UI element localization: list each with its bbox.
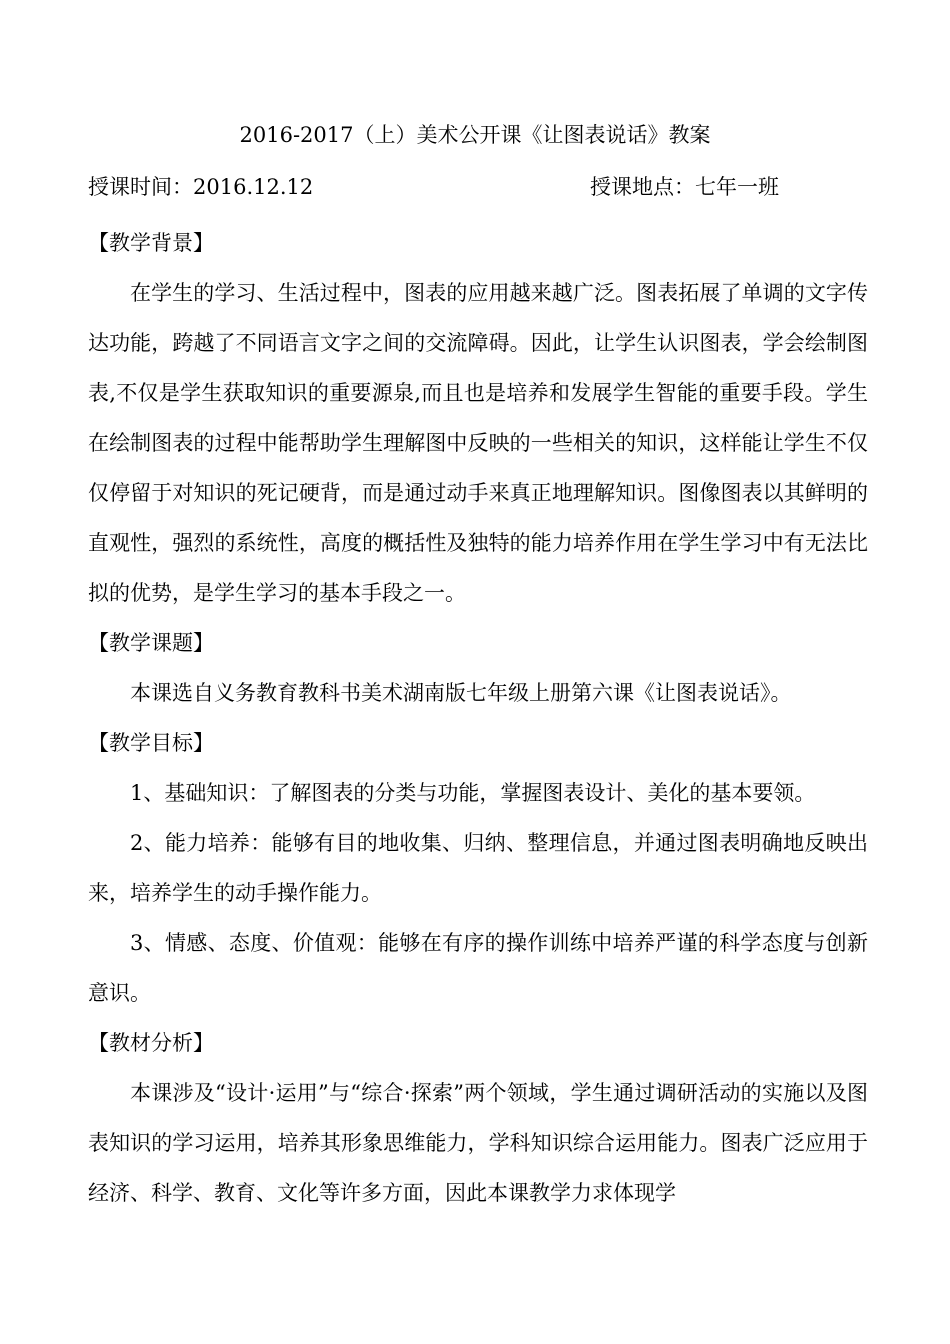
section-heading-analysis: 【教材分析】 xyxy=(88,1031,214,1055)
background-paragraph: 在学生的学习、生活过程中，图表的应用越来越广泛。图表拓展了单调的文字传达功能，跨越了不同语言文字之间的交流障碍。因此，让学生认识图表，学会绘制图表,不仅是学生获取知识的重要源泉,而且也是培养和发展学生智能的重要手段。学生在绘制图表的过程中能帮助学生理解图中反映的一些相关的知识，这样能让学生不仅仅停留于对知识的死记硬背，而是通过动手来真正地理解知识。图像图表以其鲜明的直观性，强烈的系统性，高度的概括性及独特的能力培养作用在学生学习中有无法比拟的优势，是学生学习的基本手段之一。 xyxy=(88,281,868,605)
lesson-meta xyxy=(88,172,868,202)
topic-paragraph: 本课选自义务教育教科书美术湖南版七年级上册第六课《让图表说话》。 xyxy=(130,681,792,705)
section-heading-background: 【教学背景】 xyxy=(88,231,214,255)
analysis-paragraph: 本课涉及“设计·运用”与“综合·探索”两个领域，学生通过调研活动的实施以及图表知识的学习运用，培养其形象思维能力，学科知识综合运用能力。图表广泛应用于经济、科学、教育、文化等许多方面，因此本课教学力求体现学 xyxy=(88,1081,868,1205)
goal-item-knowledge: 1、基础知识：了解图表的分类与功能，掌握图表设计、美化的基本要领。 xyxy=(130,781,816,805)
lesson-place: 授课地点：七年一班 xyxy=(590,175,779,199)
document-title: 2016-2017（上）美术公开课《让图表说话》教案 xyxy=(239,123,711,147)
section-heading-goals: 【教学目标】 xyxy=(88,731,214,755)
section-heading-topic: 【教学课题】 xyxy=(88,631,214,655)
goal-item-ability: 2、能力培养：能够有目的地收集、归纳、整理信息，并通过图表明确地反映出来，培养学生的动手操作能力。 xyxy=(88,831,868,905)
goal-item-attitude: 3、情感、态度、价值观：能够在有序的操作训练中培养严谨的科学态度与创新意识。 xyxy=(88,931,868,1005)
document-body xyxy=(88,218,868,1218)
lesson-time: 授课时间：2016.12.12 xyxy=(88,175,314,199)
